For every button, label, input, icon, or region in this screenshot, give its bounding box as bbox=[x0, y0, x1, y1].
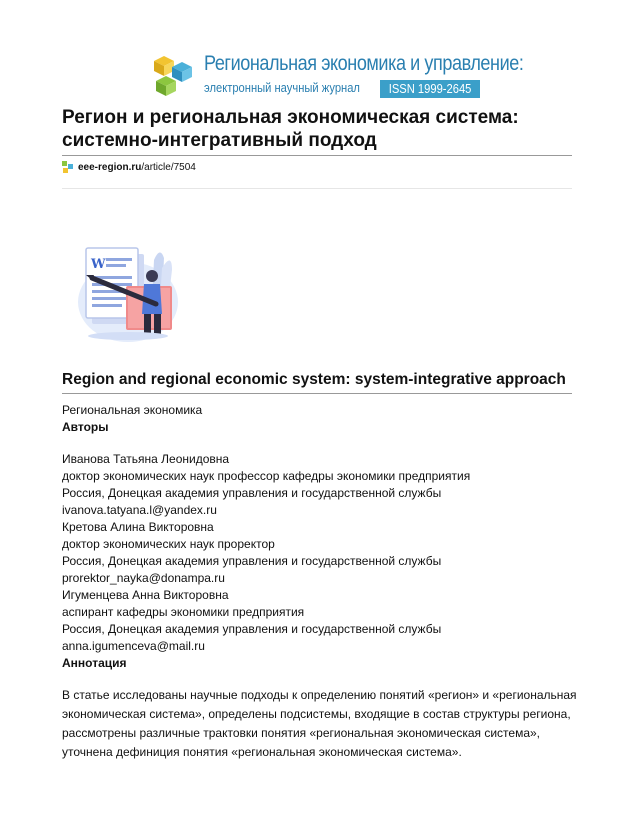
author-name: Игуменцева Анна Викторовна bbox=[62, 588, 229, 602]
author-name: Кретова Алина Викторовна bbox=[62, 520, 214, 534]
english-title-divider bbox=[62, 393, 572, 394]
article-meta bbox=[62, 402, 582, 672]
site-favicon-icon bbox=[62, 161, 74, 173]
author-name: Иванова Татьяна Леонидовна bbox=[62, 452, 230, 466]
author-position: доктор экономических наук профессор кафедры экономики предприятия bbox=[62, 469, 471, 483]
author-affiliation: Россия, Донецкая академия управления и государственной службы bbox=[62, 554, 442, 568]
article-title: Регион и региональная экономическая система: системно-интегративный подход bbox=[62, 107, 519, 151]
source-path: /article/7504 bbox=[141, 161, 196, 173]
journal-subtitle: электронный научный журнал bbox=[204, 80, 360, 95]
title-divider bbox=[62, 155, 572, 156]
section-name: Региональная экономика bbox=[62, 403, 203, 417]
abstract-heading: Аннотация bbox=[62, 656, 127, 670]
author-email[interactable]: ivanova.tatyana.l@yandex.ru bbox=[62, 503, 217, 517]
journal-logo bbox=[152, 52, 524, 100]
author-affiliation: Россия, Донецкая академия управления и государственной службы bbox=[62, 622, 442, 636]
issn-badge bbox=[380, 80, 480, 98]
source-domain: eee-region.ru bbox=[78, 161, 142, 173]
author-email[interactable]: anna.igumenceva@mail.ru bbox=[62, 639, 205, 653]
author-position: доктор экономических наук проректор bbox=[62, 537, 275, 551]
english-title: Region and regional economic system: system-integrative approach bbox=[62, 371, 566, 388]
svg-text:W: W bbox=[91, 257, 106, 272]
article-illustration-icon bbox=[72, 240, 190, 344]
author-affiliation: Россия, Донецкая академия управления и государственной службы bbox=[62, 486, 442, 500]
source-link[interactable] bbox=[62, 160, 196, 174]
abstract-text: В статье исследованы научные подходы к определению понятий «регион» и «региональная экономическая система», определены подсистемы, входящие в состав структуры региона, рассмотрены различные трактовки понятия «региональная экономическая система», уточнена дефиниция понятия «региональная экономическая система». bbox=[62, 688, 577, 759]
issn-text: ISSN 1999-2645 bbox=[388, 81, 472, 96]
source-divider bbox=[62, 188, 572, 189]
author-position: аспирант кафедры экономики предприятия bbox=[62, 605, 305, 619]
logo-cubes-icon bbox=[152, 54, 198, 100]
journal-title: Региональная экономика и управление: bbox=[204, 52, 524, 75]
author-email[interactable]: prorektor_nayka@donampa.ru bbox=[62, 571, 225, 585]
authors-heading: Авторы bbox=[62, 420, 109, 434]
